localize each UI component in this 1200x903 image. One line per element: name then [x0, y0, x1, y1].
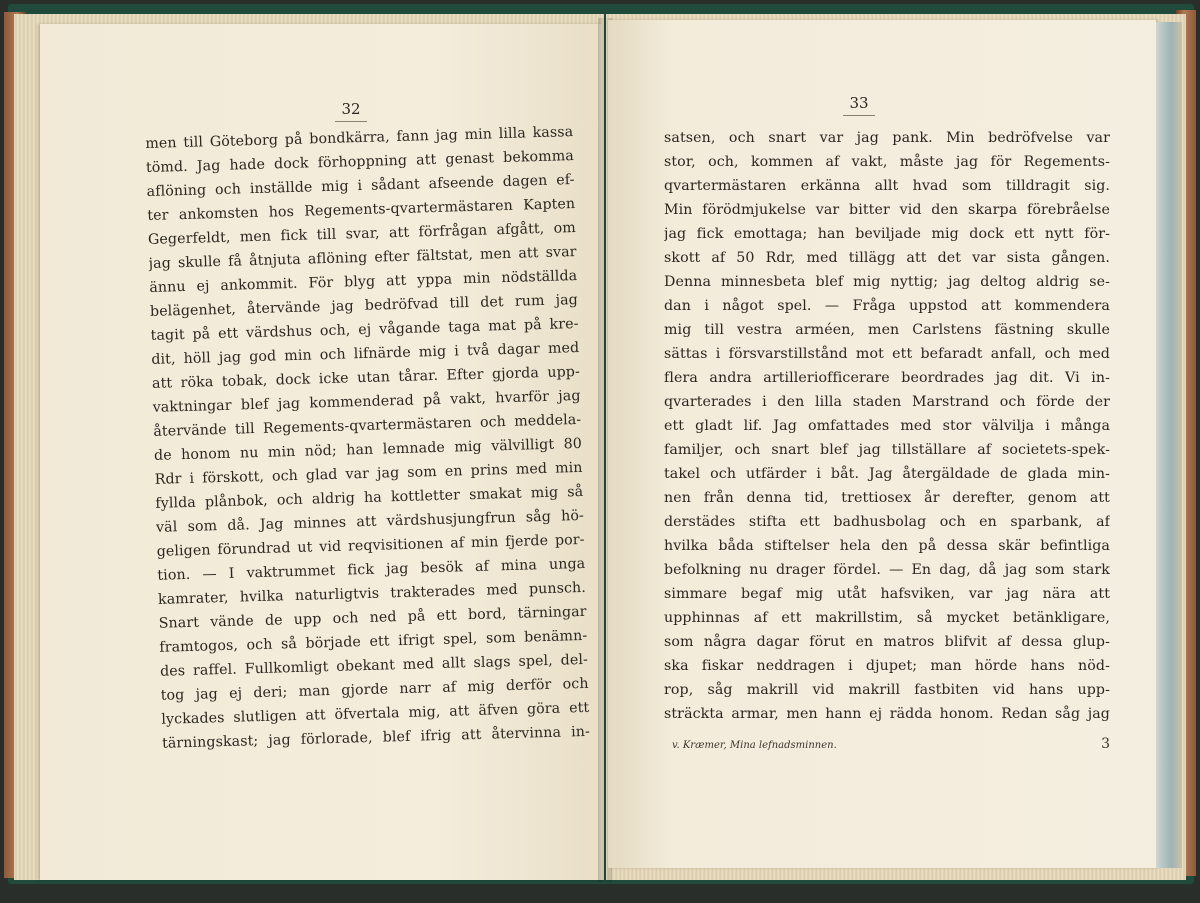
text-line: Rdr i förskott, och glad var jag som en prins med min	[154, 459, 583, 488]
text-line: men till Göteborg på bondkärra, fann jag min lilla kassa	[145, 124, 574, 152]
text-line: belägenhet, återvände jag bedröfvad till det rum jag	[149, 291, 579, 320]
text-line: jag skulle få åtnjuta aflöning efter fältstat, men att svar	[148, 244, 577, 272]
text-line: sättas i försvarstillstånd mot ett befaradt anfall, och med	[664, 346, 1110, 362]
text-line: lyckades slutligen att öfvertala mig, att äfven göra ett	[161, 699, 590, 728]
text-line: fyllda plånbok, och aldrig ha kottletter smakat mig så	[155, 483, 584, 512]
left-page	[40, 24, 602, 880]
text-line: takel och utfärder i båt. Jag återgäldade de glada min-	[664, 466, 1110, 482]
text-line: qvartermästaren erkänna allt hvad som tilldragit sig.	[664, 178, 1110, 194]
text-line: skott af 50 Rdr, med tillägg att det var sista gången.	[664, 250, 1110, 266]
text-line: ter ankomsten hos Regements-qvartermästaren Kapten	[147, 196, 576, 224]
text-line: mig till vestra arméen, men Carlstens fästning skulle	[664, 322, 1110, 338]
text-line: Gegerfeldt, men fick till svar, att förfrågan afgått, om	[147, 220, 577, 248]
text-line: stor, och, kommen af vakt, måste jag för Regements-	[664, 154, 1110, 170]
right-page-text	[664, 126, 1110, 726]
text-line: simmare begaf mig utåt hafsviken, var jag nära att	[664, 586, 1110, 602]
text-line: Snart vände de upp och ned på ett bord, tärningar	[158, 603, 587, 632]
text-line: väl som då. Jag minnes att värdshusjungfrun såg hö-	[155, 507, 585, 536]
text-line: ska fiskar neddragen i djupet; man hörde hans nöd-	[664, 658, 1110, 674]
text-line: tärningskast; jag förlorade, blef ifrig att återvinna in-	[161, 723, 591, 752]
footer-signature: v. Kræmer, Mina lefnadsminnen.	[672, 740, 837, 751]
text-line: ännu ej ankommit. För blyg att yppa min nödställda	[149, 267, 578, 296]
text-line: tagit på ett värdshus och, ej vågande taga mat på kre-	[150, 315, 579, 344]
text-line: tog jag ej deri; man gjorde narr af mig derför och	[160, 675, 589, 704]
text-line: befolkning nu drager fördel. — En dag, då jag som stark	[664, 562, 1110, 578]
text-line: rop, såg makrill vid makrill fastbiten vid hans upp-	[664, 682, 1110, 698]
text-line: kamrater, hvilka naturligtvis trakterades med punsch.	[157, 579, 587, 608]
text-line: des raffel. Fullkomligt obekant med allt slags spel, del-	[159, 651, 589, 680]
text-line: vaktningar blef jag kommenderad på vakt, hvarför jag	[152, 387, 581, 416]
text-line: de honom nu min nöd; han lemnade mig välvilligt 80	[153, 435, 583, 464]
text-line: ett gladt lif. Jag omfattades med stor välvilja i många	[664, 418, 1110, 434]
text-line: dit, höll jag god min och lifnärde mig i två dagar med	[151, 339, 580, 368]
right-page-number: 33	[829, 94, 889, 112]
text-line: att röka tobak, dock icke utan tårar. Efter gjorda upp-	[151, 363, 581, 392]
right-page	[608, 20, 1156, 868]
text-line: tömd. Jag hade dock förhoppning att genast bekomma	[145, 148, 575, 176]
text-line: satsen, och snart var jag pank. Min bedröfvelse var	[664, 130, 1110, 146]
left-page-number: 32	[321, 100, 381, 118]
text-line: qvarterades i den lilla staden Marstrand och förde der	[664, 394, 1110, 410]
text-line: derstädes stifta ett badhusbolag och en sparbank, af	[664, 514, 1110, 530]
text-line: aflöning och inställde mig i sådant afseende dagen ef-	[146, 172, 575, 200]
footer-sheet-number: 3	[1101, 736, 1110, 752]
text-line: flera andra artilleriofficerare beordrades jag dit. Vi in-	[664, 370, 1110, 386]
left-page-text	[145, 120, 590, 756]
text-line: återvände till Regements-qvartermästaren och meddela-	[153, 411, 582, 440]
text-line: sträckta armar, men hann ej rädda honom. Redan såg jag	[664, 706, 1110, 722]
text-line: geligen förundrad ut vid reqvisitionen af min fjerde por-	[156, 531, 585, 560]
text-line: jag fick emottaga; han beviljade mig dock ett nytt för-	[664, 226, 1110, 242]
text-line: framtogos, och så började ett ifrigt spel, som benämn-	[159, 627, 588, 656]
text-line: tion. — I vaktrummet fick jag besök af mina unga	[157, 555, 586, 584]
text-line: Min förödmjukelse var bitter vid den skarpa förebråelse	[664, 202, 1110, 218]
page-edge-right	[1156, 22, 1182, 868]
text-line: som några dagar förut en matros blifvit af dessa glup-	[664, 634, 1110, 650]
text-line: nen från denna tid, trettiosex år derefter, genom att	[664, 490, 1110, 506]
text-line: upphinnas af ett makrillstim, så mycket betänkligare,	[664, 610, 1110, 626]
text-line: dan i något spel. — Fråga uppstod att kommendera	[664, 298, 1110, 314]
text-line: familjer, och snart blef jag tillställare af societets-spek-	[664, 442, 1110, 458]
text-line: Denna minnesbeta blef mig nyttig; jag deltog aldrig se-	[664, 274, 1110, 290]
text-line: hvilka båda stiftelser hela den på dessa skär befintliga	[664, 538, 1110, 554]
